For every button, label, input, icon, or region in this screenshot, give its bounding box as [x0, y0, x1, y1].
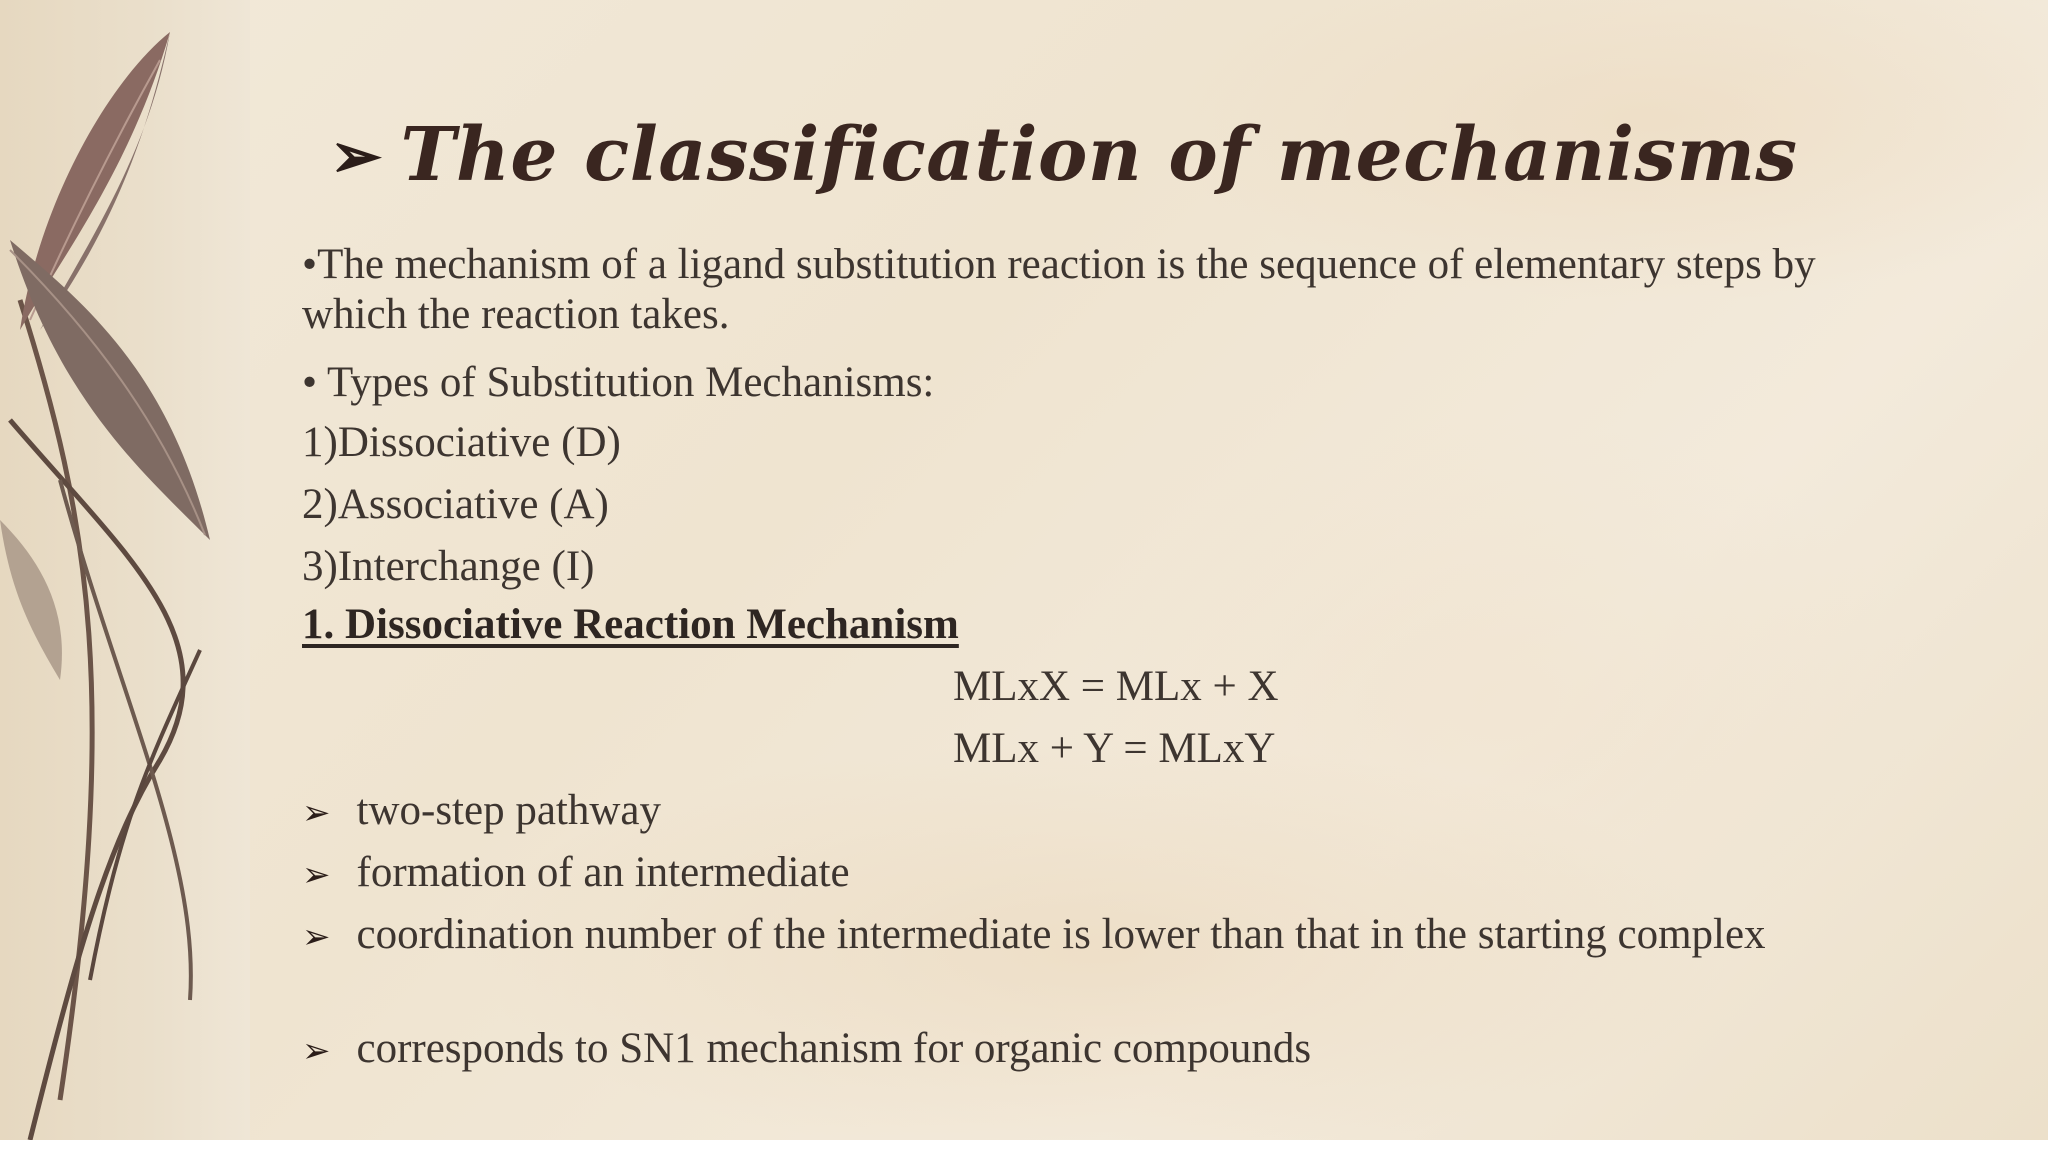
type-item: 3)Interchange (I) — [302, 543, 595, 590]
intro-paragraph-text: The mechanism of a ligand substitution reaction is the sequence of elementary steps by which the reaction takes. — [302, 241, 1816, 338]
types-label-text: Types of Substitution Mechanisms: — [327, 359, 935, 406]
point-text: formation of an intermediate — [356, 849, 850, 896]
bullet-dot-icon: • — [302, 241, 318, 288]
equation: MLxX = MLx + X — [953, 663, 1279, 710]
slide-title-text: The classification of mechanisms — [400, 112, 1798, 198]
type-item: 1)Dissociative (D) — [302, 419, 621, 466]
arrow-bullet-icon: ➢ — [302, 1031, 331, 1071]
point-text: coordination number of the intermediate is lower than that in the starting complex — [356, 911, 1766, 958]
types-label — [302, 358, 934, 407]
point-item — [302, 1024, 1311, 1073]
intro-paragraph — [302, 240, 1842, 340]
point-item — [302, 848, 850, 897]
decorative-leaf-strip — [0, 0, 250, 1152]
point-text: two-step pathway — [356, 787, 662, 834]
section-heading: 1. Dissociative Reaction Mechanism — [302, 601, 959, 648]
bottom-band — [0, 1140, 2048, 1152]
point-item — [302, 786, 661, 835]
title-arrow-icon: ➢ — [330, 118, 383, 192]
bullet-dot-icon: • — [302, 359, 318, 406]
point-text: corresponds to SN1 mechanism for organic compounds — [356, 1025, 1312, 1072]
type-item: 2)Associative (A) — [302, 481, 609, 528]
arrow-bullet-icon: ➢ — [302, 793, 331, 833]
point-item — [302, 910, 2022, 962]
arrow-bullet-icon: ➢ — [302, 855, 331, 895]
leaf-illustration-icon — [0, 0, 250, 1152]
arrow-bullet-icon: ➢ — [302, 917, 331, 957]
equation: MLx + Y = MLxY — [953, 725, 1276, 772]
slide-title — [330, 100, 1798, 210]
